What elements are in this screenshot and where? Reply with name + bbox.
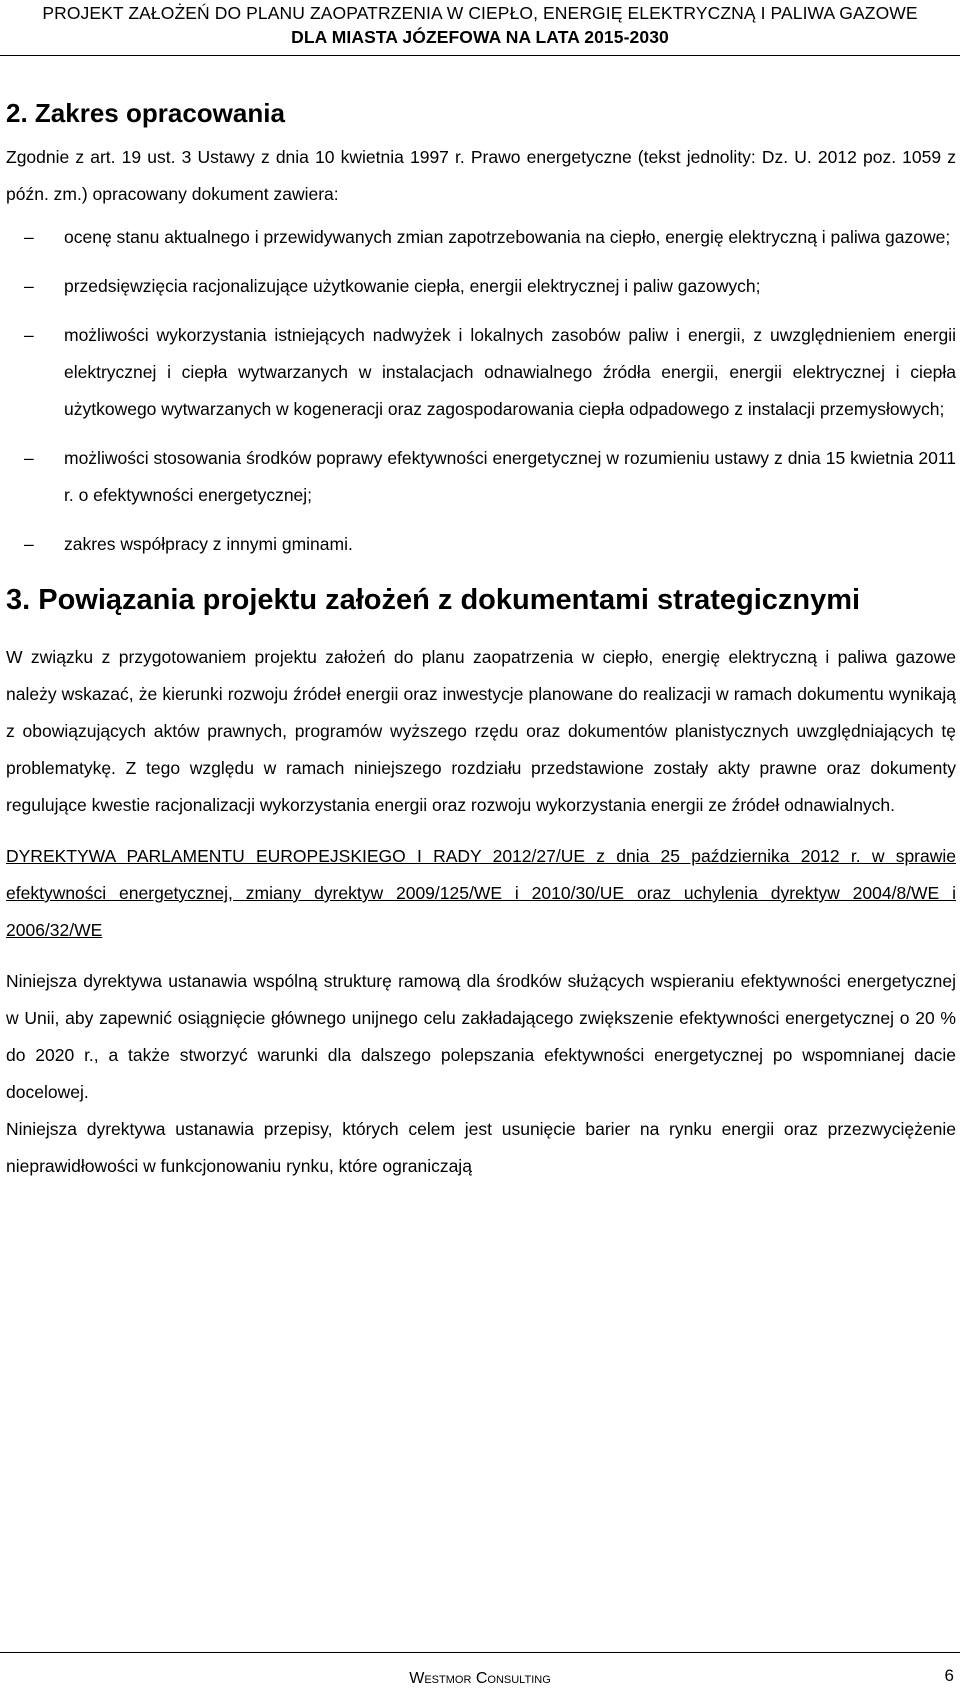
dash-bullet: – [24,276,34,296]
page-footer [0,1652,960,1690]
dash-bullet: – [24,325,34,345]
list-item [6,317,956,428]
dash-bullet: – [24,534,34,554]
list-item [6,440,956,514]
list-item-text: ocenę stanu aktualnego i przewidywanych zmian zapotrzebowania na ciepło, energię elektryczną i paliwa gazowe; [64,227,951,247]
footer-divider [0,1652,960,1653]
list-item-text: możliwości stosowania środków poprawy efektywności energetycznej w rozumieniu ustawy z dnia 15 kwietnia 2011 r. o efektywności energetycznej; [64,448,956,505]
list-item-text: zakres współpracy z innymi gminami. [64,534,353,554]
directive-paragraph-1: Niniejsza dyrektywa ustanawia wspólną strukturę ramową dla środków służących wspieraniu efektywności energetycznej w Unii, aby zapewnić osiągnięcie głównego unijnego celu zakładającego zwiększenie efektywności energetycznej o 20 % do 2020 r., a także stworzyć warunki dla dalszego polepszania efektywności energetycznej po wspomnianej dacie docelowej. [6,971,956,1102]
header-title-line1: PROJEKT ZAŁOŻEŃ DO PLANU ZAOPATRZENIA W CIEPŁO, ENERGIĘ ELEKTRYCZNĄ I PALIWA GAZOWE [42,3,918,23]
list-item-text: przedsięwzięcia racjonalizujące użytkowanie ciepła, energii elektrycznej i paliw gazowych; [64,276,761,296]
directive-title: DYREKTYWA PARLAMENTU EUROPEJSKIEGO I RADY 2012/27/UE z dnia 25 października 2012 r. w sprawie efektywności energetycznej, zmiany dyrektyw 2009/125/WE i 2010/30/UE oraz uchylenia dyrektyw 2004/8/WE i 2006/32/WE [6,846,956,940]
footer-company: Westmor Consulting [409,1670,551,1687]
section-2-intro: Zgodnie z art. 19 ust. 3 Ustawy z dnia 10 kwietnia 1997 r. Prawo energetyczne (tekst jednolity: Dz. U. 2012 poz. 1059 z późn. zm.) opracowany dokument zawiera: [6,147,956,204]
dash-bullet: – [24,227,34,247]
directive-paragraph-2: Niniejsza dyrektywa ustanawia przepisy, których celem jest usunięcie barier na rynku energii oraz przezwyciężenie nieprawidłowości w funkcjonowaniu rynku, które ograniczają [6,1119,956,1176]
section-2-heading: 2. Zakres opracowania [6,98,285,128]
list-item [6,526,956,563]
page-number: 6 [944,1666,954,1685]
section-3-heading: 3. Powiązania projektu założeń z dokumentami strategicznymi [6,584,861,616]
section-3-paragraph: W związku z przygotowaniem projektu założeń do planu zaopatrzenia w ciepło, energię elektryczną i paliwa gazowe należy wskazać, że kierunki rozwoju źródeł energii oraz inwestycje planowane do realizacji w ramach dokumentu wynikają z obowiązujących aktów prawnych, programów wyższego rzędu oraz dokumentów planistycznych uwzględniających tę problematykę. Z tego względu w ramach niniejszego rozdziału przedstawione zostały akty prawne oraz dokumenty regulujące kwestie racjonalizacji wykorzystania energii oraz rozwoju wykorzystania energii ze źródeł odnawialnych. [6,647,956,815]
scope-list [6,219,956,563]
page-header [0,0,960,58]
list-item-text: możliwości wykorzystania istniejących nadwyżek i lokalnych zasobów paliw i energii, z uwzględnieniem energii elektrycznej i ciepła wytwarzanych w instalacjach odnawialnego źródła energii, energii elektrycznej i ciepła użytkowego wytwarzanych w kogeneracji oraz zagospodarowania ciepła odpadowego z instalacji przemysłowych; [64,325,956,419]
list-item [6,268,956,305]
dash-bullet: – [24,448,34,468]
header-title-line2: DLA MIASTA JÓZEFOWA NA LATA 2015-2030 [291,27,669,47]
page-content [6,96,956,1185]
header-divider [0,55,960,56]
list-item [6,219,956,256]
